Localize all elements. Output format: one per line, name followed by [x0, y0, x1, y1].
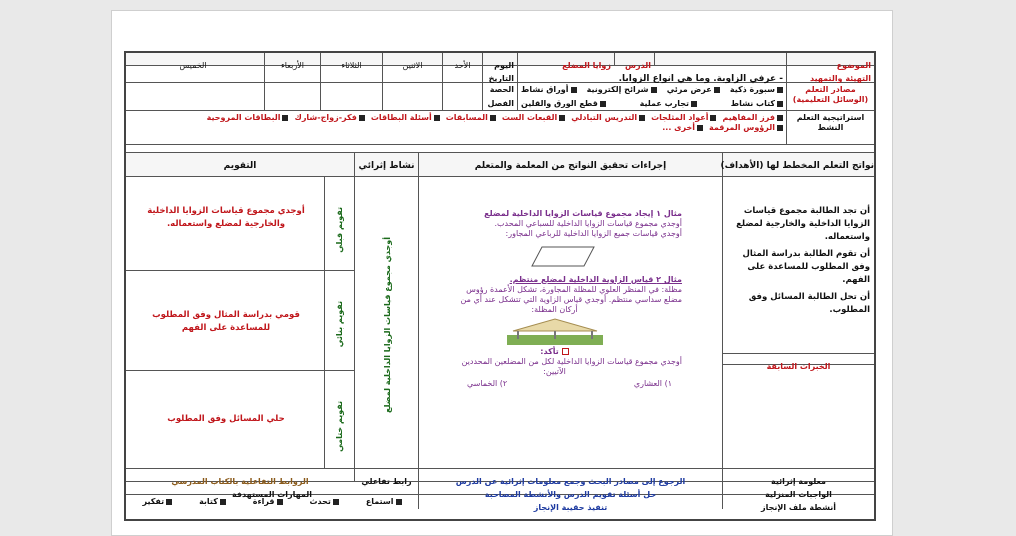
example-1-line-1: أوجدي مجموع قياسات الزوايا الداخلية للسباعي المحدب. — [494, 219, 682, 228]
day-tuesday: الثلاثاء — [341, 61, 362, 70]
evaluation-pre — [126, 177, 354, 271]
example-2-line-3: أركان المظلة: — [531, 305, 578, 314]
outcomes-cell — [722, 177, 874, 468]
evaluation-formative — [126, 271, 354, 371]
strategy-reciprocal-teaching[interactable]: التدريس التبادلي — [571, 113, 645, 123]
outcome-3: أن تحل الطالبة المسائل وفق المطلوب. — [748, 292, 870, 315]
portfolio-label: أنشطة ملف الإنجاز — [761, 503, 836, 512]
check-items — [427, 377, 682, 389]
footer-row-enrichment — [126, 469, 874, 486]
resource-activity-book[interactable]: كتاب نشاط — [731, 99, 783, 109]
check-item-2: ٢) الخماسي — [467, 379, 508, 388]
strategy-think-pair-share[interactable]: فكر-زواج-شارك — [294, 113, 364, 123]
strategy-card-questions[interactable]: أسئلة البطاقات — [371, 113, 440, 123]
header-row-resources — [126, 83, 874, 111]
check-box-icon — [562, 348, 569, 355]
outcome-1: أن تجد الطالبة مجموع قياسات الزوايا الداخلية والخارجية لمضلع واستعماله. — [736, 206, 870, 242]
homework-label: الواجبات المنزلية — [765, 490, 832, 499]
strategy-other[interactable]: أخرى ... — [662, 123, 703, 133]
pre-eval-text: أوجدي مجموع قياسات الزوايا الداخلية والخارجية لمضلع واستعماله. — [147, 206, 305, 229]
resource-smart-board[interactable]: سبورة ذكية — [730, 85, 783, 95]
final-eval-label: تقويم ختامي — [335, 401, 344, 452]
intro-text: - عرفي الزاوية. وما هي انواع الزوايا. — [618, 74, 783, 84]
strategy-concept-sorting[interactable]: فرز المفاهيم — [722, 113, 783, 123]
example-2-line-1: مظلة: في المنظر العلوي للمظلة المجاورة، تشكل الأعمدة رؤوس — [466, 285, 682, 294]
evaluation-header: التقويم — [223, 161, 257, 171]
spacer-row — [126, 145, 874, 153]
main-columns-header — [126, 153, 874, 177]
period-label: الحصة — [489, 85, 514, 94]
prior-knowledge-label: الخبرات السابقة — [766, 362, 831, 371]
footer-row-homework — [126, 482, 874, 499]
example-1-title: مثال ١ إيجاد مجموع قياسات الزوايا الداخلية لمضلع — [484, 209, 682, 218]
skill-speaking[interactable]: تحدث — [309, 497, 338, 507]
document-page — [111, 10, 893, 536]
skills-label: المهارات المستهدفة — [231, 490, 313, 499]
enrichment-text: أوجدي مجموع قياسات الزوايا الداخلية لمضلع — [383, 237, 392, 414]
outcomes-header: نواتج التعلم المخطط لها (الأهداف) — [720, 161, 874, 171]
strategy-popsicle-sticks[interactable]: أعواد المثلجات — [651, 113, 716, 123]
example-1-line-2: أوجدي قياسات جميع الزوايا الداخلية للرباعي المجاور: — [505, 229, 682, 238]
day-wednesday: الأربعاء — [281, 61, 304, 70]
day-monday: الاثنين — [402, 61, 423, 70]
example-2-line-2: مضلع سداسي منتظم. أوجدي قياس الزاوية التي تتشكل عند أي من — [460, 295, 682, 304]
link-label: رابط تفاعلي — [361, 477, 412, 486]
skill-writing[interactable]: كتابة — [199, 497, 226, 507]
header-row-strategies — [126, 111, 874, 145]
homework-text: حل أسئلة تقويم الدرس والأنشطة المصاحبة — [484, 490, 657, 499]
resource-activity-sheets[interactable]: أوراق نشاط — [521, 85, 576, 95]
lesson-plan-table — [124, 51, 876, 521]
evaluation-final — [126, 371, 354, 468]
example-2-title: مثال ٢ قياس الزاوية الداخلية لمضلع منتظم. — [509, 275, 682, 284]
strategy-numbered-heads[interactable]: الرؤوس المرقمة — [709, 123, 783, 133]
strategy-fan-cards[interactable]: البطاقات المروحية — [207, 113, 289, 123]
lesson-label: الدرس — [624, 61, 651, 70]
procedures-cell — [418, 177, 722, 468]
skill-listening[interactable]: استماع — [366, 497, 402, 507]
strategy-list — [126, 111, 786, 135]
interactive-links-text[interactable]: الروابط التفاعلية بالكتاب المدرسي — [171, 477, 309, 486]
skill-reading[interactable]: قراءة — [253, 497, 283, 507]
enrichment-header: نشاط إثرائي — [358, 161, 415, 171]
enrich-info-label: معلومة إثرائية — [771, 477, 826, 486]
pre-eval-label: تقويم قبلي — [335, 207, 344, 253]
evaluation-cell — [126, 177, 354, 468]
header-row-topic — [126, 53, 874, 70]
check-line-2: الآتيين: — [543, 367, 566, 376]
portfolio-text: تنفيذ حقيبة الإنجاز — [533, 503, 608, 512]
strategy-competitions[interactable]: المسابقات — [446, 113, 496, 123]
formative-eval-text: قومي بدراسة المثال وفق المطلوب للمساعدة على الفهم — [152, 310, 300, 333]
resource-slides[interactable]: شرائح إلكترونية — [587, 85, 657, 95]
intro-label: التهيئة والتمهيد — [810, 74, 871, 83]
strategy-six-hats[interactable]: القبعات الست — [502, 113, 565, 123]
outcome-2: أن تقوم الطالبة بدراسة المثال وفق المطلوب للمساعدة على الفهم. — [742, 249, 870, 285]
resources-row-2 — [518, 97, 786, 111]
day-label: اليوم — [494, 61, 514, 70]
skills-list — [126, 495, 418, 509]
lesson-title: زوايا المضلع — [562, 61, 611, 70]
day-thursday: الخميس — [179, 61, 207, 70]
final-eval-text: حلي المسائل وفق المطلوب — [167, 414, 285, 424]
resource-visual-display[interactable]: عرض مرئي — [667, 85, 720, 95]
skill-thinking[interactable]: تفكير — [142, 497, 172, 507]
main-body — [126, 177, 874, 469]
resource-experiments[interactable]: تجارب عملية — [640, 99, 697, 109]
resources-label: مصادر التعلم (الوسائل التعليمية) — [792, 85, 869, 104]
header-row-intro — [126, 66, 874, 83]
procedures-header: إجراءات تحقيق النواتج من المعلمة والمتعلم — [474, 161, 667, 171]
resources-row-1 — [518, 83, 786, 97]
quadrilateral-figure — [522, 241, 602, 271]
footer-row-portfolio — [126, 495, 874, 512]
check-title: تأكد: — [427, 347, 682, 357]
check-item-1: ١) العشاري — [633, 379, 672, 388]
resource-paper-pens[interactable]: قطع الورق والقلين — [521, 99, 606, 109]
formative-eval-label: تقويم بنائي — [335, 301, 344, 348]
enrich-info-text: الرجوع إلى مصادر البحث وجمع معلومات إثرائية عن الدرس — [455, 477, 686, 486]
umbrella-image — [507, 317, 603, 345]
day-sunday: الأحد — [454, 61, 471, 70]
enrichment-cell — [354, 177, 418, 468]
date-label: التاريخ — [488, 74, 514, 83]
strategy-label: استراتيجية التعلم النشط — [796, 113, 865, 132]
check-line-1: أوجدي مجموع قياسات الزوايا الداخلية لكل من المضلعين المحددين — [461, 357, 682, 366]
topic-label: الموضوع — [836, 61, 871, 70]
class-label: الفصل — [487, 99, 514, 108]
